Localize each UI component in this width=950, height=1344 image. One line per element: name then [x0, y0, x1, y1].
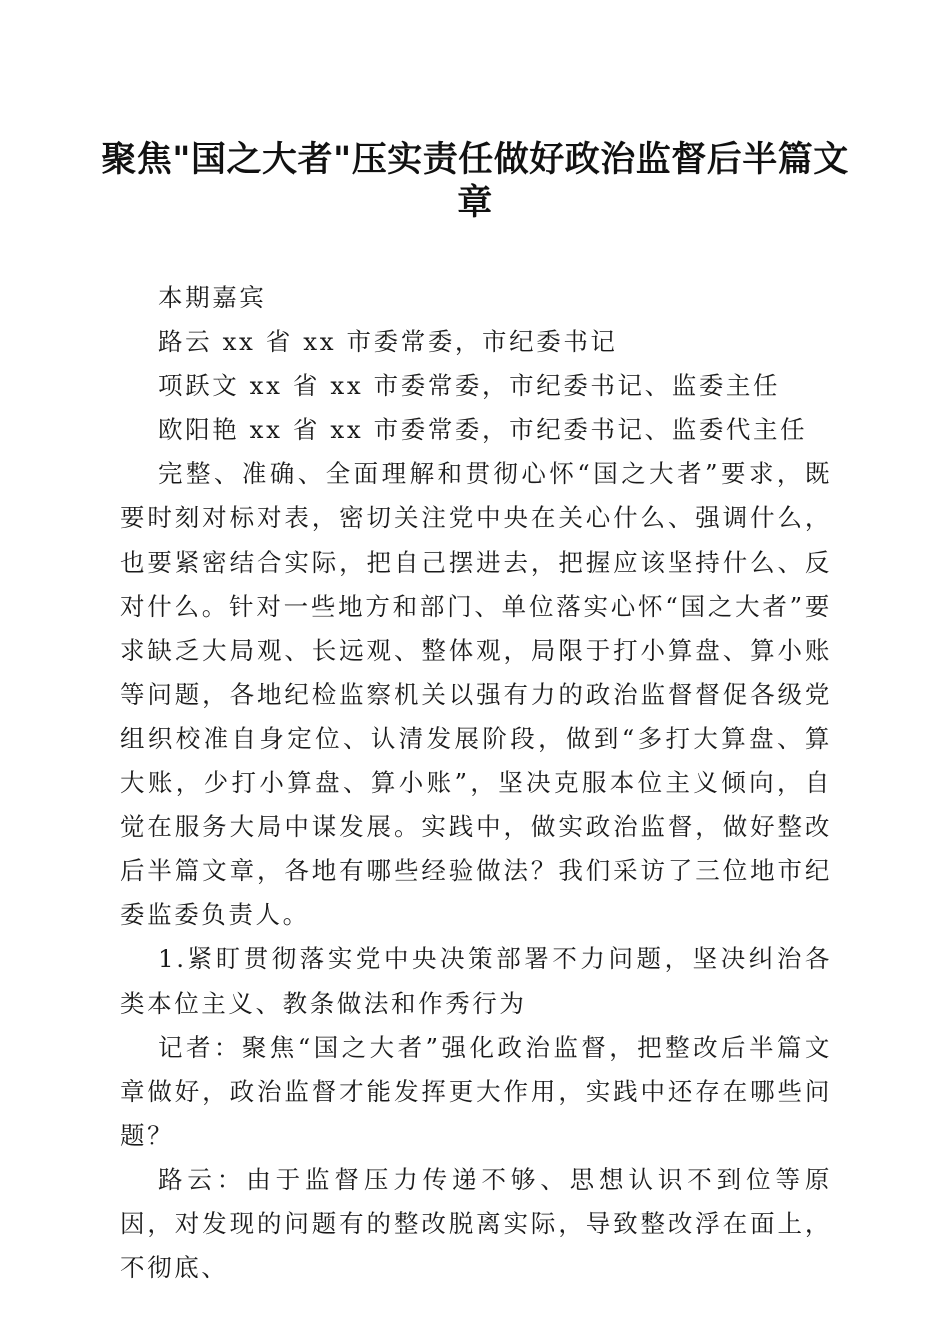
- section-heading: 1.紧盯贯彻落实党中央决策部署不力问题，坚决纠治各类本位主义、教条做法和作秀行为: [120, 944, 832, 1018]
- guest-line: 项跃文 xx 省 xx 市委常委，市纪委书记、监委主任: [158, 371, 781, 401]
- guest-line: 欧阳艳 xx 省 xx 市委常委，市纪委书记、监委代主任: [158, 415, 808, 445]
- guests-heading: 本期嘉宾: [158, 283, 267, 312]
- reporter-question: 记者：聚焦“国之大者”强化政治监督，把整改后半篇文章做好，政治监督才能发挥更大作用，实践中还存在哪些问题？: [120, 1032, 832, 1150]
- guest-line: 路云 xx 省 xx 市委常委，市纪委书记: [158, 327, 618, 357]
- intro-paragraph: 完整、准确、全面理解和贯彻心怀“国之大者”要求，既要时刻对标对表，密切关注党中央在关心什么、强调什么，也要紧密结合实际，把自己摆进去，把握应该坚持什么、反对什么。针对一些地方和部门、单位落实心怀“国之大者”要求缺乏大局观、长远观、整体观，局限于打小算盘、算小账等问题，各地纪检监察机关以强有力的政治监督督促各级党组织校准自身定位、认清发展阶段，做到“多打大算盘、算大账，少打小算盘、算小账”，坚决克服本位主义倾向，自觉在服务大局中谋发展。实践中，做实政治监督，做好整改后半篇文章，各地有哪些经验做法？我们采访了三位地市纪委监委负责人。: [120, 459, 832, 930]
- answer-paragraph: 路云：由于监督压力传递不够、思想认识不到位等原因，对发现的问题有的整改脱离实际，导致整改浮在面上，不彻底、: [120, 1164, 832, 1283]
- document-body: [120, 276, 832, 1290]
- document-title: 聚焦"国之大者"压实责任做好政治监督后半篇文章: [101, 139, 849, 223]
